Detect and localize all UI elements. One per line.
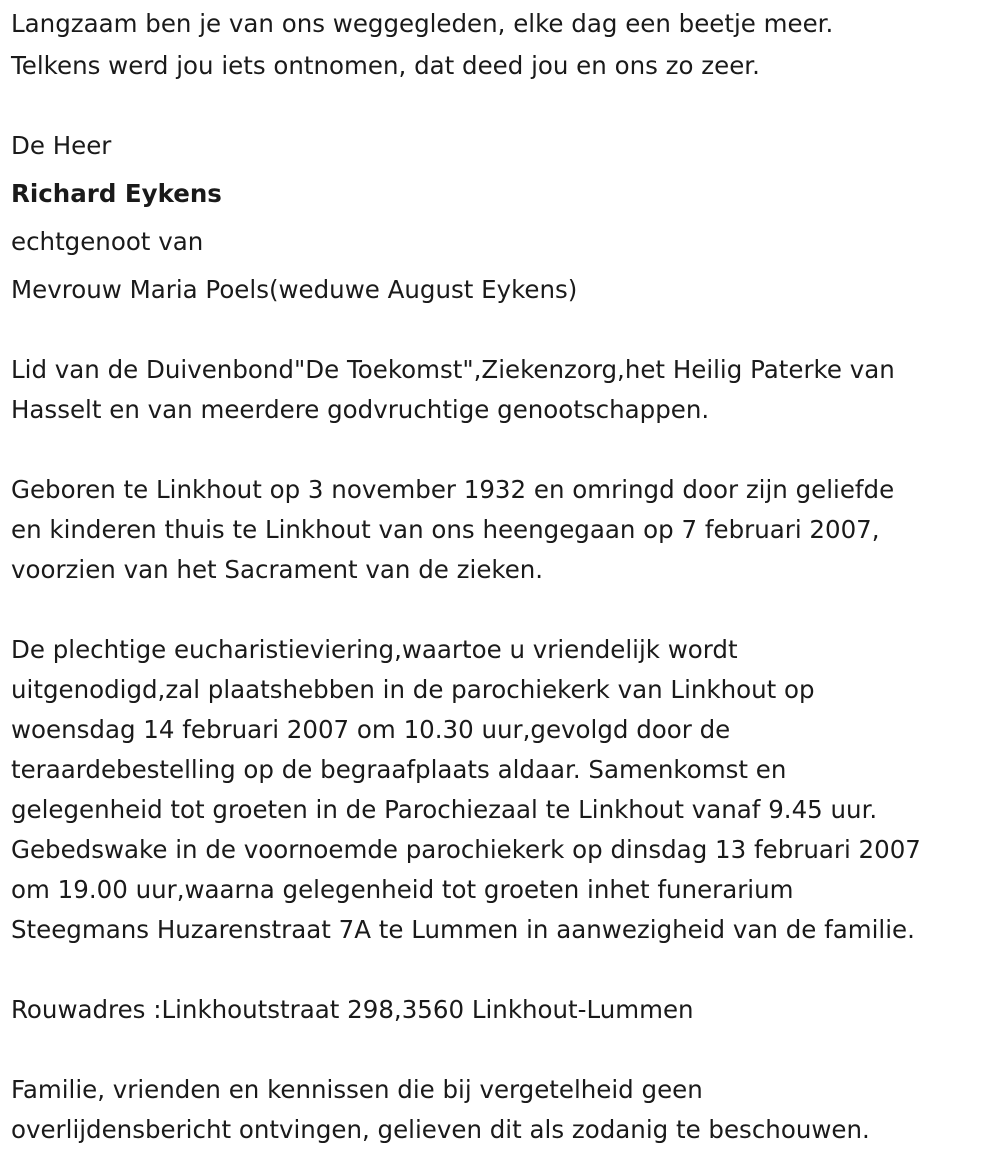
- ceremony-line-5: gelegenheid tot groeten in de Parochiezaal te Linkhout vanaf 9.45 uur.: [11, 795, 878, 824]
- ceremony-line-8: Steegmans Huzarenstraat 7A te Lummen in aanwezigheid van de familie.: [11, 915, 915, 944]
- relation-text: echtgenoot van: [11, 227, 204, 256]
- ceremony-line-2: uitgenodigd,zal plaatshebben in de parochiekerk van Linkhout op: [11, 675, 815, 704]
- mourning-address: Rouwadres :Linkhoutstraat 298,3560 Linkhout-Lummen: [11, 995, 694, 1024]
- poem-line-2: Telkens werd jou iets ontnomen, dat deed jou en ons zo zeer.: [11, 51, 760, 80]
- ceremony-line-6: Gebedswake in de voornoemde parochiekerk op dinsdag 13 februari 2007: [11, 835, 921, 864]
- deceased-name: Richard Eykens: [11, 179, 222, 208]
- ceremony-line-7: om 19.00 uur,waarna gelegenheid tot groeten inhet funerarium: [11, 875, 794, 904]
- honorific: De Heer: [11, 131, 112, 160]
- ceremony-line-1: De plechtige eucharistieviering,waartoe u vriendelijk wordt: [11, 635, 738, 664]
- closing-line-1: Familie, vrienden en kennissen die bij vergetelheid geen: [11, 1075, 703, 1104]
- birth-death-line-1: Geboren te Linkhout op 3 november 1932 en omringd door zijn geliefde: [11, 475, 895, 504]
- closing-line-2: overlijdensbericht ontvingen, gelieven dit als zodanig te beschouwen.: [11, 1115, 870, 1144]
- spouse-name: Mevrouw Maria Poels(weduwe August Eykens): [11, 275, 578, 304]
- birth-death-line-3: voorzien van het Sacrament van de zieken.: [11, 555, 544, 584]
- membership-line-1: Lid van de Duivenbond"De Toekomst",Ziekenzorg,het Heilig Paterke van: [11, 355, 895, 384]
- ceremony-line-4: teraardebestelling op de begraafplaats aldaar. Samenkomst en: [11, 755, 787, 784]
- birth-death-line-2: en kinderen thuis te Linkhout van ons heengegaan op 7 februari 2007,: [11, 515, 880, 544]
- poem-line-1: Langzaam ben je van ons weggegleden, elke dag een beetje meer.: [11, 9, 834, 38]
- ceremony-line-3: woensdag 14 februari 2007 om 10.30 uur,gevolgd door de: [11, 715, 731, 744]
- membership-line-2: Hasselt en van meerdere godvruchtige genootschappen.: [11, 395, 710, 424]
